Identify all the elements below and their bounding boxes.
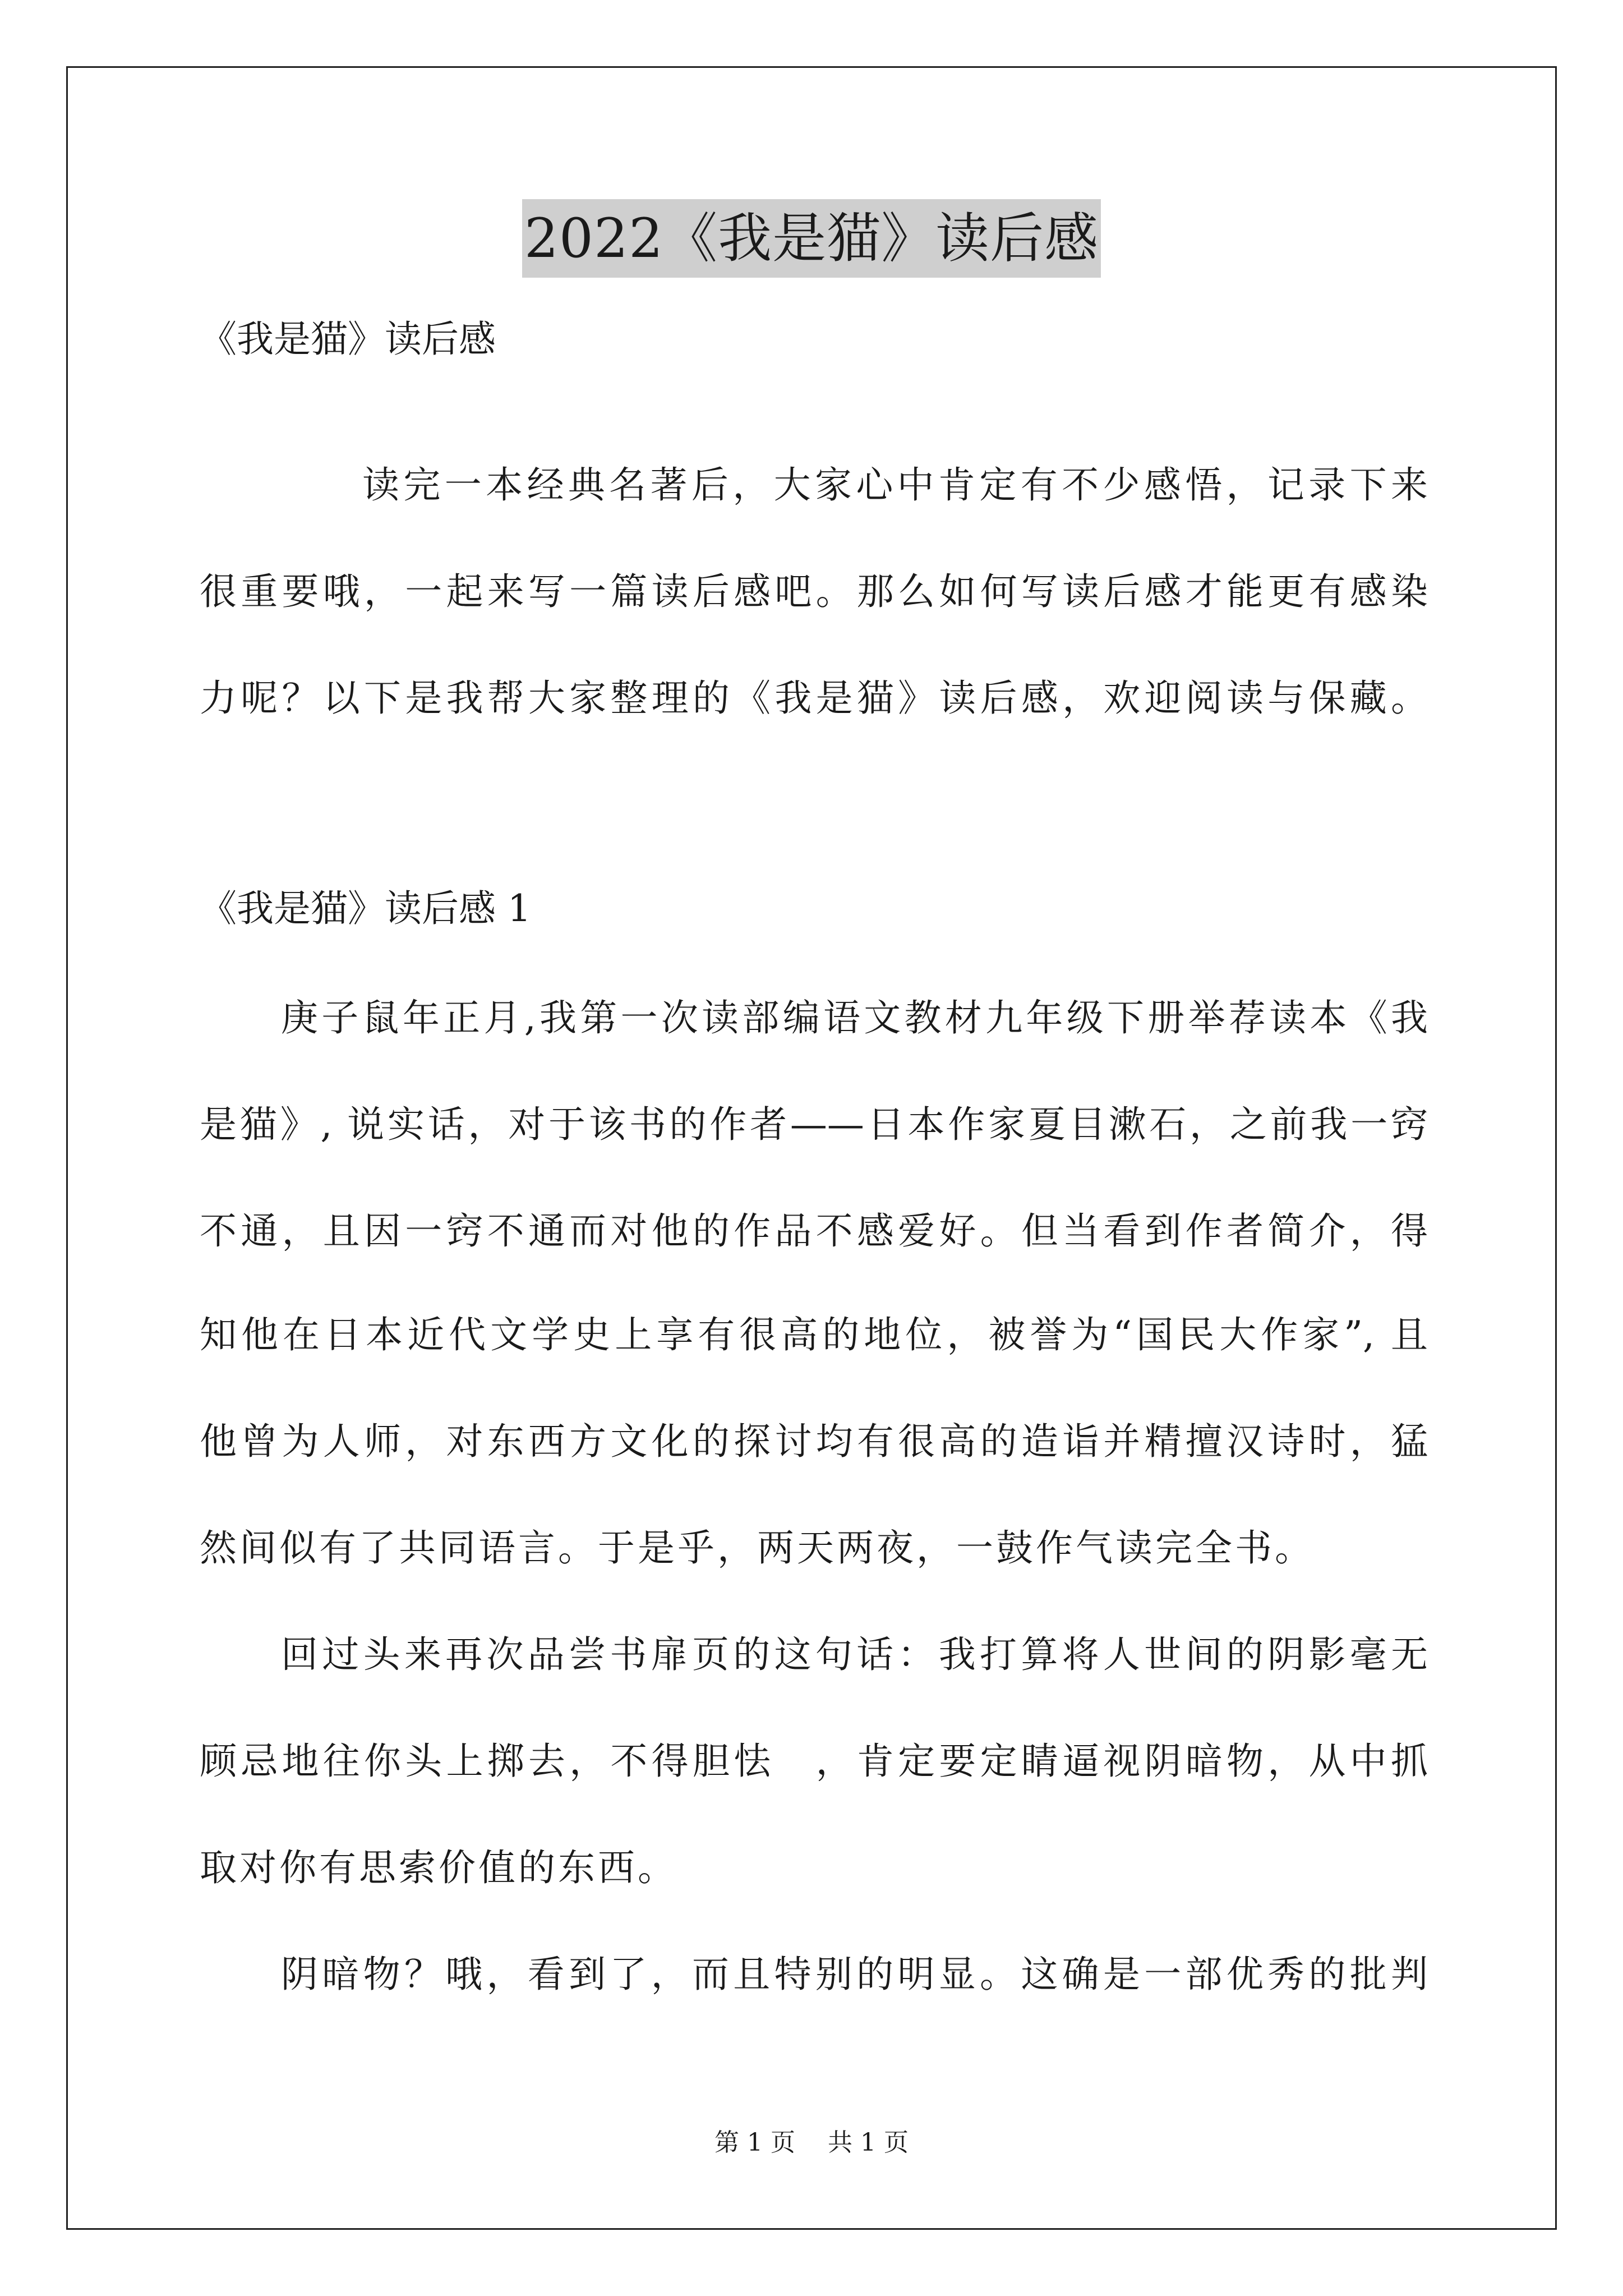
paragraph1-line-2: 是猫》, 说实话，对于该书的作者——日本作家夏目漱石，之前我一窍 [200, 1103, 1428, 1146]
intro-line-2: 很重要哦，一起来写一篇读后感吧。那么如何写读后感才能更有感染 [200, 570, 1428, 613]
paragraph2-line-1: 回过头来再次品尝书扉页的这句话：我打算将人世间的阴影毫无 [281, 1633, 1428, 1676]
title-container [0, 199, 1623, 278]
document-title: 2022《我是猫》读后感 [522, 199, 1101, 278]
section-heading: 《我是猫》读后感 1 [200, 887, 531, 930]
subtitle: 《我是猫》读后感 [200, 318, 496, 361]
paragraph1-line-6: 然间似有了共同语言。于是乎，两天两夜，一鼓作气读完全书。 [200, 1526, 1315, 1570]
paragraph3-line-1: 阴暗物？哦，看到了，而且特别的明显。这确是一部优秀的批判 [281, 1953, 1428, 1996]
paragraph2-line-2: 顾忌地往你头上掷去，不得胆怯 ，肯定要定睛逼视阴暗物，从中抓 [200, 1740, 1428, 1783]
paragraph1-line-4: 知他在日本近代文学史上享有很高的地位，被誉为“国民大作家”, 且 [200, 1313, 1428, 1356]
page-footer: 第 1 页 共 1 页 [714, 2128, 909, 2157]
intro-line-3: 力呢？以下是我帮大家整理的《我是猫》读后感，欢迎阅读与保藏。 [200, 677, 1428, 720]
paragraph2-line-3: 取对你有思索价值的东西。 [200, 1846, 677, 1889]
intro-line-1: 读完一本经典名著后，大家心中肯定有不少感悟，记录下来 [362, 463, 1428, 507]
paragraph1-line-1: 庚子鼠年正月,我第一次读部编语文教材九年级下册举荐读本《我 [281, 996, 1428, 1039]
paragraph1-line-5: 他曾为人师，对东西方文化的探讨均有很高的造诣并精擅汉诗时，猛 [200, 1420, 1428, 1463]
paragraph1-line-3: 不通，且因一窍不通而对他的作品不感爱好。但当看到作者简介，得 [200, 1209, 1428, 1253]
